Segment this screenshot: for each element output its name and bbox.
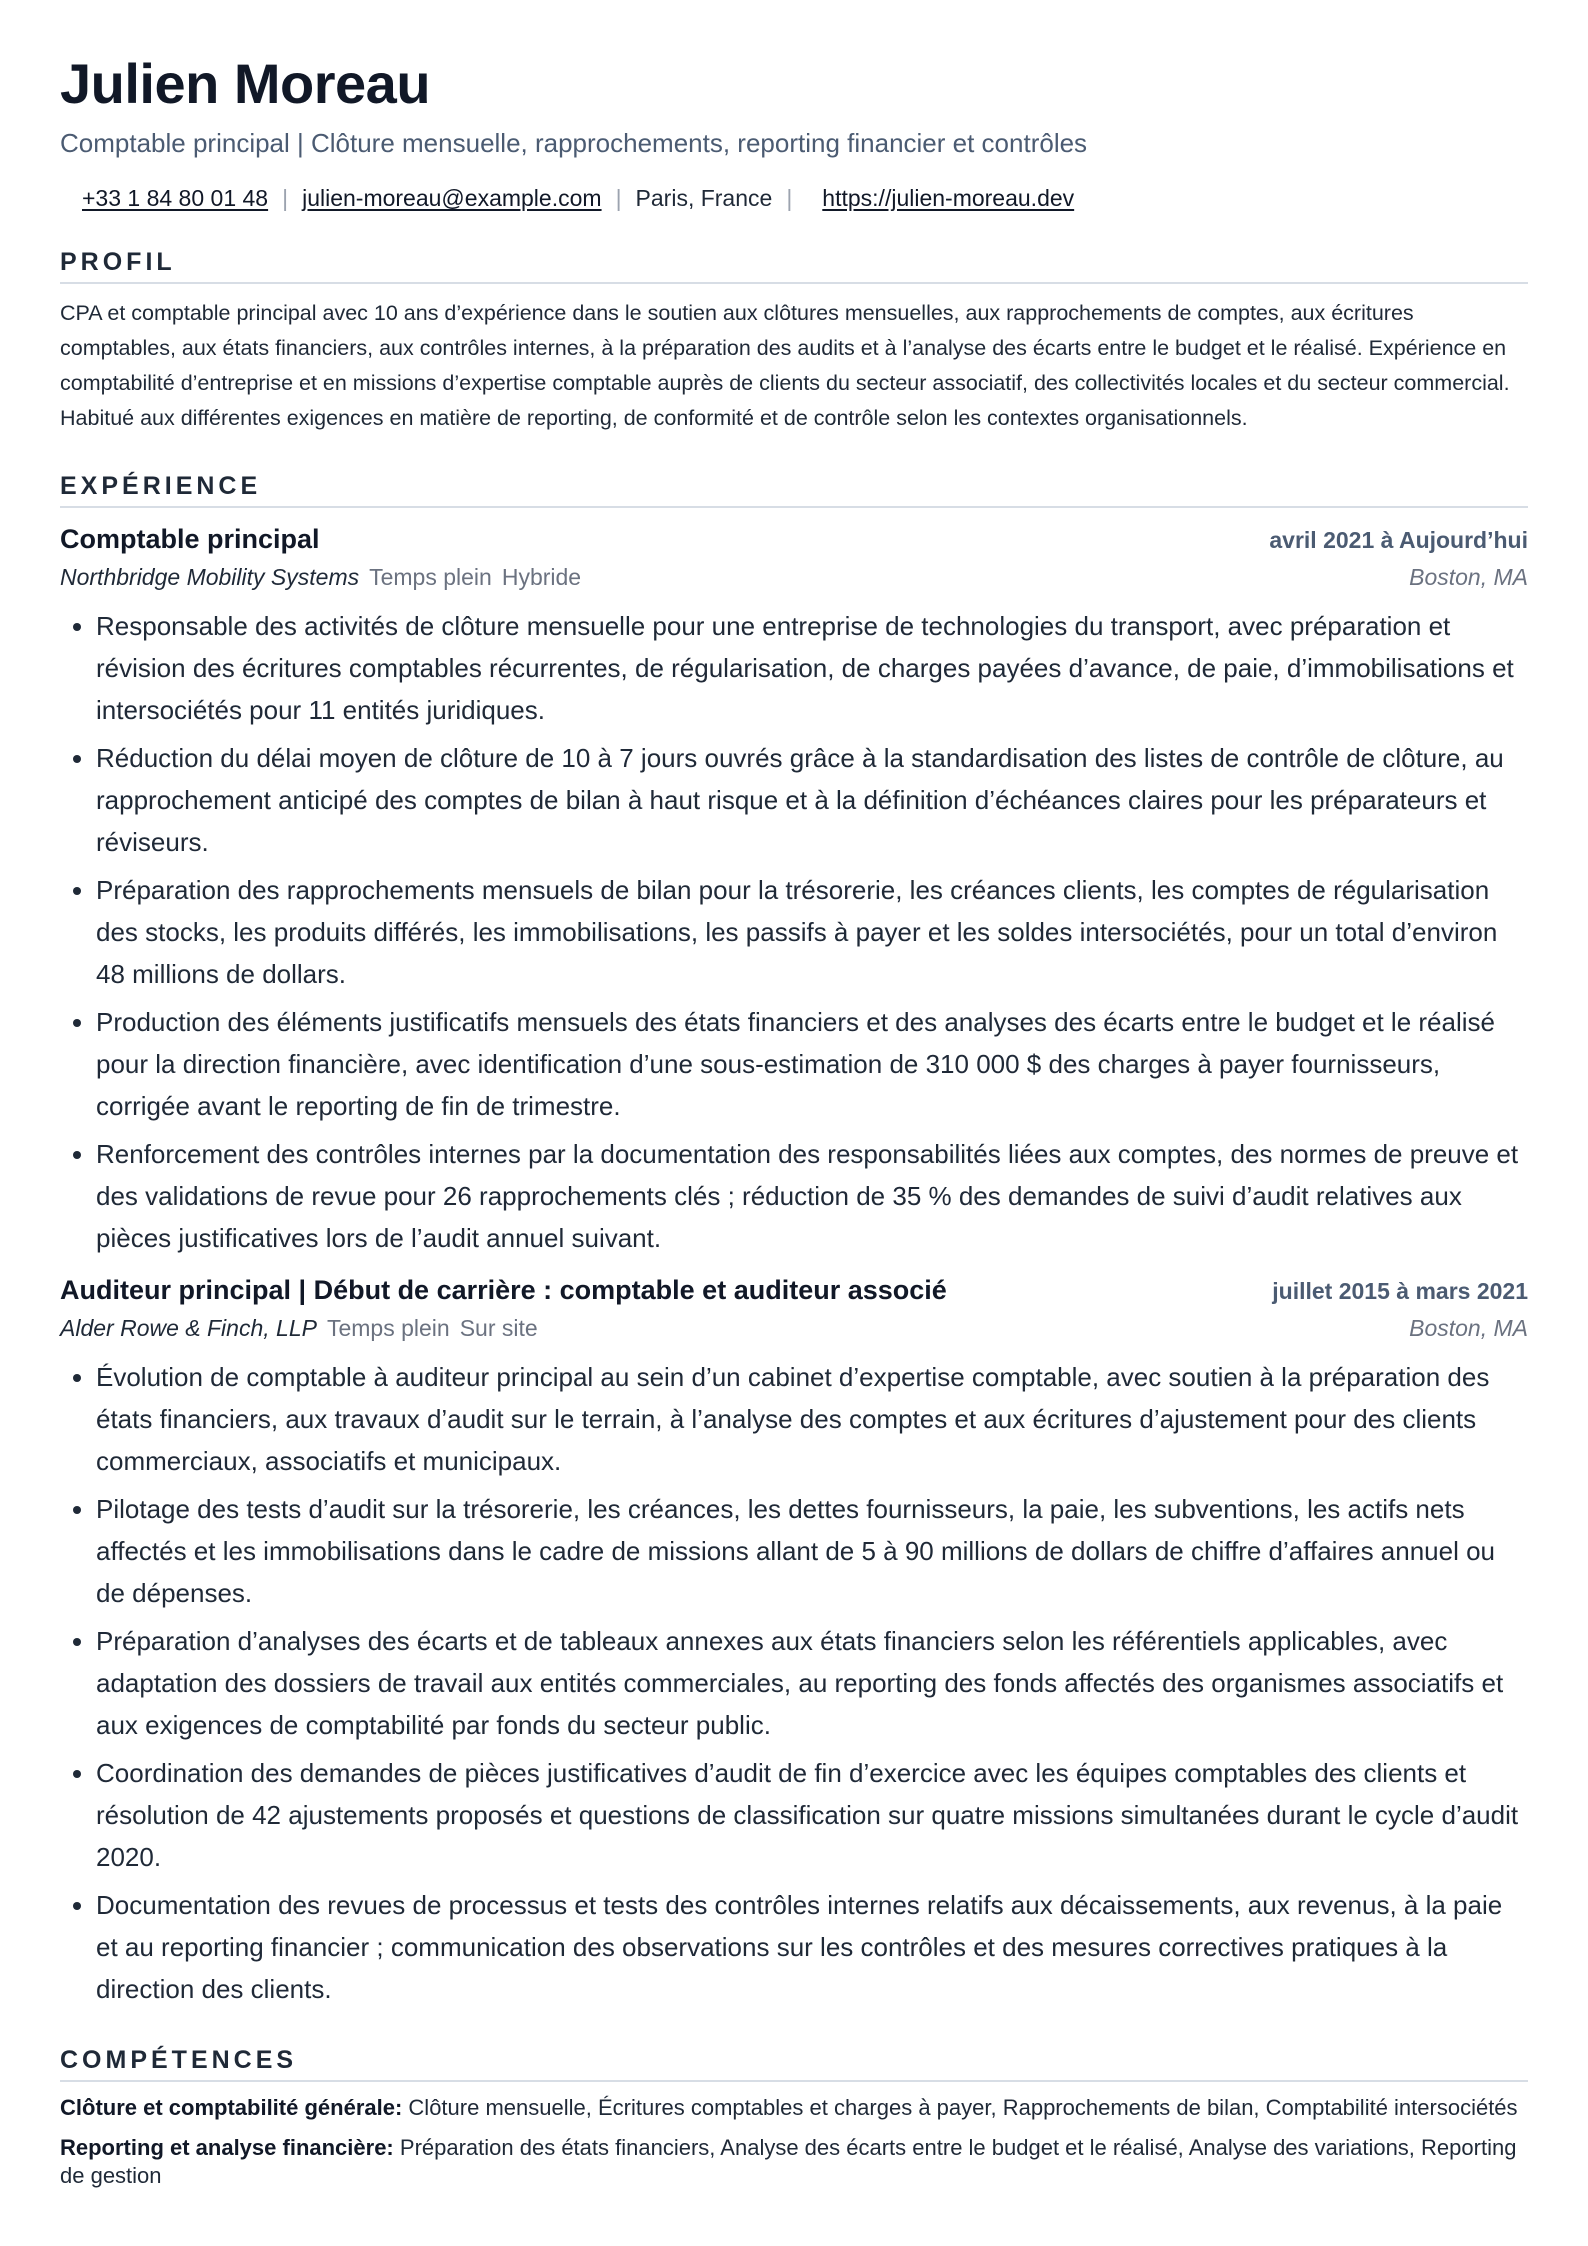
contact-separator: | — [786, 184, 793, 211]
contact-separator: | — [615, 184, 622, 211]
job-location: Boston, MA — [1409, 1314, 1528, 1341]
contact-separator: | — [282, 184, 289, 211]
job-org-line — [60, 564, 581, 591]
job-location: Boston, MA — [1409, 563, 1528, 590]
job-dates: avril 2021 à Aujourd’hui — [1269, 526, 1528, 553]
skills-list — [60, 2094, 1528, 2190]
list-item: • Coordination des demandes de pièces justificatives d’audit de fin d’exercice avec les équipes comptables des clients et résolution de 42 ajustements proposés et questions de classification sur quatre missions simultanées durant le cycle d’audit 2020. — [96, 1752, 1528, 1878]
employment-type: Temps plein — [369, 563, 492, 590]
list-item: • Réduction du délai moyen de clôture de 10 à 7 jours ouvrés grâce à la standardisation des listes de contrôle de clôture, au rapprochement anticipé des comptes de bilan à haut risque et à la définition d’échéances claires pour les préparateurs et réviseurs. — [96, 737, 1528, 863]
company-name: Northbridge Mobility Systems — [60, 563, 360, 590]
email-link[interactable]: julien-moreau@example.com — [302, 184, 602, 211]
work-mode: Sur site — [459, 1314, 538, 1341]
job-org-line — [60, 1315, 538, 1342]
job-bullets — [60, 605, 1528, 1259]
job-dates: juillet 2015 à mars 2021 — [1272, 1277, 1528, 1304]
skill-row — [60, 2134, 1528, 2190]
candidate-headline: Comptable principal | Clôture mensuelle, rapprochements, reporting financier et contrôles — [60, 128, 1088, 159]
job-entry — [60, 1275, 1528, 2010]
job-header — [60, 524, 1528, 555]
list-item: • Production des éléments justificatifs mensuels des états financiers et des analyses des écarts entre le budget et le réalisé pour la direction financière, avec identification d’une sous-estimation de 310 000 $ des charges à payer fournisseurs, corrigée avant le reporting de fin de trimestre. — [96, 1001, 1528, 1127]
job-subheader — [60, 1315, 1528, 1342]
website-link[interactable]: https://julien-moreau.dev — [822, 184, 1075, 211]
company-name: Alder Rowe & Finch, LLP — [60, 1314, 317, 1341]
job-title: Auditeur principal | Début de carrière : comptable et auditeur associé — [60, 1274, 947, 1305]
section-title-experience: EXPÉRIENCE — [60, 472, 1528, 508]
phone-link[interactable]: +33 1 84 80 01 48 — [82, 184, 269, 211]
list-item: • Préparation d’analyses des écarts et de tableaux annexes aux états financiers selon les référentiels applicables, avec adaptation des dossiers de travail aux entités commerciales, au reporting des fonds affectés des organismes associatifs et aux exigences de comptabilité par fonds du secteur public. — [96, 1620, 1528, 1746]
job-bullets — [60, 1356, 1528, 2010]
list-item: • Pilotage des tests d’audit sur la trésorerie, les créances, les dettes fournisseurs, la paie, les subventions, les actifs nets affectés et les immobilisations dans le cadre de missions allant de 5 à 90 millions de dollars de chiffre d’affaires annuel ou de dépenses. — [96, 1488, 1528, 1614]
location-text: Paris, France — [635, 184, 773, 211]
list-item: • Responsable des activités de clôture mensuelle pour une entreprise de technologies du transport, avec préparation et révision des écritures comptables récurrentes, de régularisation, de charges payées d’avance, de paie, d’immobilisations et intersociétés pour 11 entités juridiques. — [96, 605, 1528, 731]
employment-type: Temps plein — [326, 1314, 450, 1341]
job-subheader — [60, 564, 1528, 591]
section-title-profile: PROFIL — [60, 248, 1528, 284]
list-item: • Préparation des rapprochements mensuels de bilan pour la trésorerie, les créances clients, les comptes de régularisation des stocks, les produits différés, les immobilisations, les passifs à payer et les soldes intersociétés, pour un total d’environ 48 millions de dollars. — [96, 869, 1528, 995]
skill-row — [60, 2094, 1528, 2122]
skill-values: Clôture mensuelle, Écritures comptables et charges à payer, Rapprochements de bilan, Comptabilité intersociétés — [408, 2094, 1518, 2120]
contact-line — [60, 185, 1528, 212]
list-item: • Documentation des revues de processus et tests des contrôles internes relatifs aux décaissements, aux revenus, à la paie et au reporting financier ; communication des observations sur les contrôles et des mesures correctives pratiques à la direction des clients. — [96, 1884, 1528, 2010]
job-entry — [60, 524, 1528, 1259]
profile-summary: CPA et comptable principal avec 10 ans d’expérience dans le soutien aux clôtures mensuelles, aux rapprochements de comptes, aux écritures comptables, aux états financiers, aux contrôles internes, à la préparation des audits et à l’analyse des écarts entre le budget et le réalisé. Expérience en comptabilité d’entreprise et en missions d’expertise comptable auprès de clients du secteur associatif, des collectivités locales et du secteur commercial. Habitué aux différentes exigences en matière de reporting, de conformité et de contrôle selon les contextes organisationnels. — [60, 300, 1510, 430]
skill-category: Clôture et comptabilité générale: — [60, 2094, 403, 2120]
skill-category: Reporting et analyse financière: — [60, 2134, 394, 2160]
section-title-skills: COMPÉTENCES — [60, 2046, 1528, 2082]
candidate-name: Julien Moreau — [60, 52, 431, 115]
job-header — [60, 1275, 1528, 1306]
list-item: • Renforcement des contrôles internes par la documentation des responsabilités liées aux comptes, des normes de preuve et des validations de revue pour 26 rapprochements clés ; réduction de 35 % des demandes de suivi d’audit relatives aux pièces justificatives lors de l’audit annuel suivant. — [96, 1133, 1528, 1259]
list-item: • Évolution de comptable à auditeur principal au sein d’un cabinet d’expertise comptable, avec soutien à la préparation des états financiers, aux travaux d’audit sur le terrain, à l’analyse des comptes et aux écritures d’ajustement pour des clients commerciaux, associatifs et municipaux. — [96, 1356, 1528, 1482]
job-title: Comptable principal — [60, 523, 320, 554]
skill-values: Préparation des états financiers, Analyse des écarts entre le budget et le réalisé, Analyse des variations, Reporting de gestion — [60, 2134, 1517, 2188]
work-mode: Hybride — [501, 563, 582, 590]
